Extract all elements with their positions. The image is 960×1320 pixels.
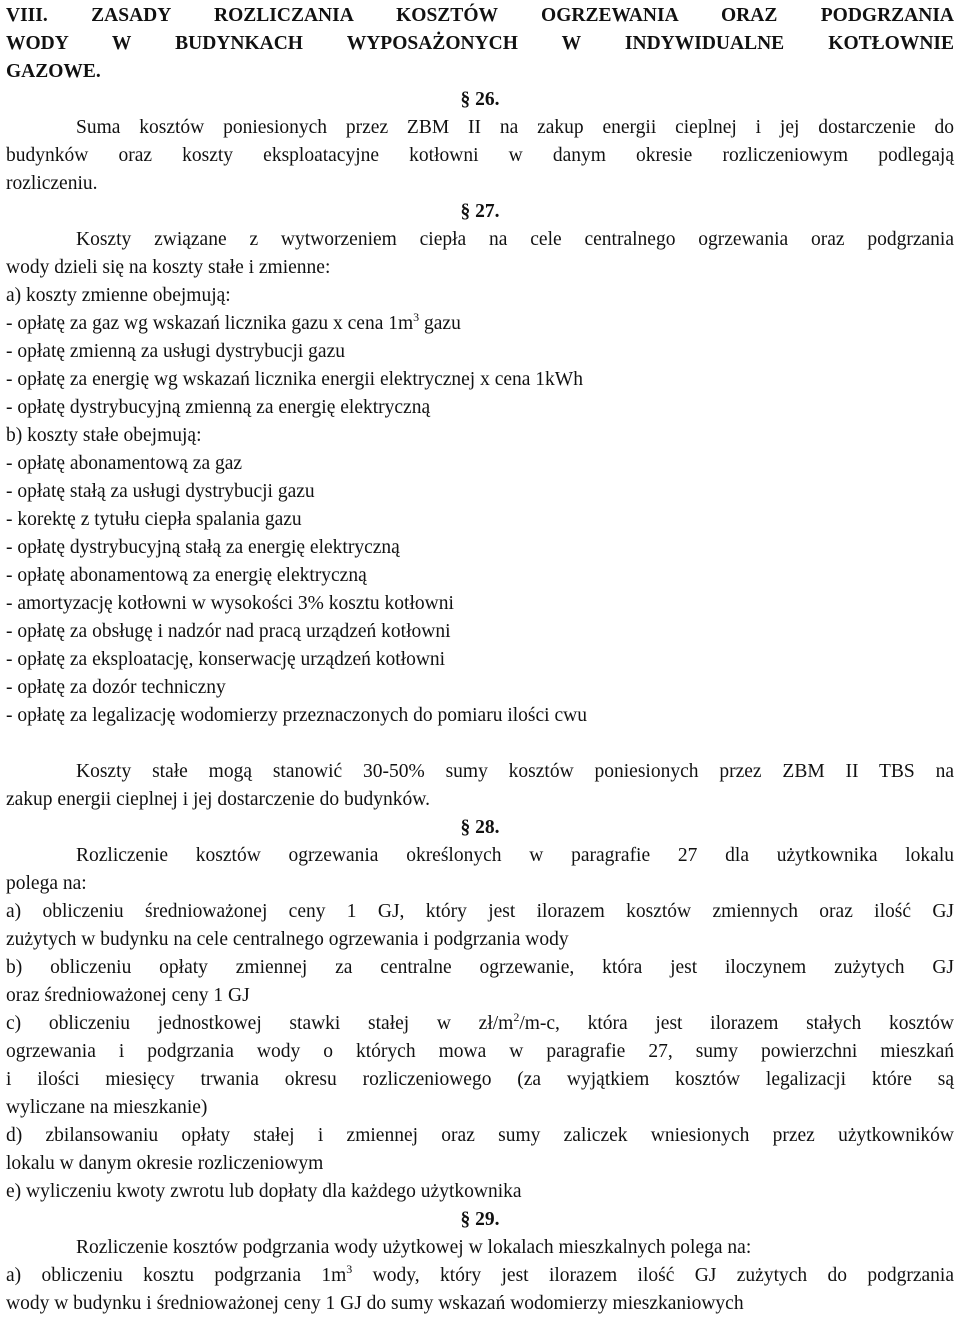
list-item: a) obliczeniu średnioważonej ceny 1 GJ, który jest ilorazem kosztów zmiennych oraz ilość GJ <box>6 901 954 922</box>
list-item: - opłatę za obsługę i nadzór nad pracą urządzeń kotłowni <box>6 621 451 642</box>
list-heading: b) koszty stałe obejmują: <box>6 425 202 446</box>
section-mark-26: § 26. <box>460 89 500 110</box>
fixed-costs-list <box>6 422 954 730</box>
list-item: - amortyzację kotłowni w wysokości 3% kosztu kotłowni <box>6 593 454 614</box>
blank-line <box>6 730 954 758</box>
list-item: - opłatę za eksploatację, konserwację urządzeń kotłowni <box>6 649 446 670</box>
list-item: a) obliczeniu kosztu podgrzania $1m^3$ wody, który jest ilorazem ilość GJ zużytych do podgrzania <box>6 1262 954 1286</box>
variable-costs-list <box>6 282 954 422</box>
section-mark-28: § 28. <box>460 817 500 838</box>
section-mark-29: § 29. <box>460 1209 500 1230</box>
paragraph-26: Suma kosztów poniesionych przez ZBM II na zakup energii cieplnej i jej dostarczenie do budynków oraz koszty eksploatacyjne kotłowni w danym okresie rozliczeniowym podlegają rozliczeniu. <box>6 117 954 194</box>
list-item: - opłatę abonamentową za gaz <box>6 453 243 474</box>
list-item: - opłatę za legalizację wodomierzy przeznaczonych do pomiaru ilości cwu <box>6 705 587 726</box>
chapter-heading <box>6 2 954 86</box>
paragraph-27-intro: Koszty związane z wytworzeniem ciepła na cele centralnego ogrzewania oraz podgrzania wody dzieli się na koszty stałe i zmienne: <box>6 229 954 278</box>
list-item: e) wyliczeniu kwoty zwrotu lub dopłaty dla każdego użytkownika <box>6 1181 522 1202</box>
list-item: - korektę z tytułu ciepła spalania gazu <box>6 509 302 530</box>
list-item: - opłatę abonamentową za energię elektryczną <box>6 565 367 586</box>
heading-line: GAZOWE. <box>6 61 101 82</box>
heading-line: VIII. ZASADY ROZLICZANIA KOSZTÓW OGRZEWANIA ORAZ PODGRZANIA <box>6 5 954 26</box>
list-item: - opłatę zmienną za usługi dystrybucji gazu <box>6 341 345 362</box>
paragraph-29: Rozliczenie kosztów podgrzania wody użytkowej w lokalach mieszkalnych polega na: a) obliczeniu kosztu podgrzania $1m^3$ wody, który jest ilorazem ilość GJ zużytych do podgrzania wody w budynku i średnioważonej ceny 1 GJ do sumy wskazań wodomierzy mieszkaniowych <box>6 1237 954 1314</box>
section-mark-27: § 27. <box>460 201 500 222</box>
list-item: - opłatę za energię wg wskazań licznika energii elektrycznej x cena 1kWh <box>6 369 583 390</box>
paragraph-27-fixed-share: Koszty stałe mogą stanowić 30-50% sumy kosztów poniesionych przez ZBM II TBS na zakup energii cieplnej i jej dostarczenie do budynków. <box>6 761 954 810</box>
list-item: - opłatę stałą za usługi dystrybucji gazu <box>6 481 315 502</box>
list-heading: a) koszty zmienne obejmują: <box>6 285 231 306</box>
list-item: - opłatę dystrybucyjną zmienną za energię elektryczną <box>6 397 431 418</box>
list-item: - opłatę dystrybucyjną stałą za energię elektryczną <box>6 537 400 558</box>
list-item: b) obliczeniu opłaty zmiennej za centralne ogrzewanie, która jest iloczynem zużytych GJ <box>6 957 954 978</box>
list-item: c) obliczeniu jednostkowej stawki stałej w $zł/m^2/m-c$, która jest ilorazem stałych kosztów <box>6 1010 954 1034</box>
list-item: - opłatę za gaz wg wskazań licznika gazu x cena $1m^3$ gazu <box>6 310 461 334</box>
list-item: d) zbilansowaniu opłaty stałej i zmiennej oraz sumy zaliczek wniesionych przez użytkowników <box>6 1125 954 1146</box>
heading-line: WODY W BUDYNKACH WYPOSAŻONYCH W INDYWIDUALNE KOTŁOWNIE <box>6 33 954 54</box>
paragraph-28: Rozliczenie kosztów ogrzewania określonych w paragrafie 27 dla użytkownika lokalu polega na: a) obliczeniu średnioważonej ceny 1 GJ, który jest ilorazem kosztów zmiennych oraz ilość GJ zużytych w budynku na cele centralnego ogrzewania i podgrzania wody b) obliczeniu opłaty zmiennej za centralne ogrzewanie, która jest iloczynem zużytych GJ oraz średnioważonej ceny 1 GJ c) obliczeniu jednostkowej stawki stałej w $zł/m^2/m-c$, która jest ilorazem stałych kosztów ogrzewania i podgrzania wody o których mowa w paragrafie 27, sumy powierzchni mieszkań i ilości miesięcy trwania okresu rozliczeniowego (za wyjątkiem kosztów legalizacji które są wyliczane na mieszkanie) d) zbilansowaniu opłaty stałej i zmiennej oraz sumy zaliczek wniesionych przez użytkowników lokalu w danym okresie rozliczeniowym e) wyliczeniu kwoty zwrotu lub dopłaty dla każdego użytkownika <box>6 842 954 1206</box>
list-item: - opłatę za dozór techniczny <box>6 677 226 698</box>
